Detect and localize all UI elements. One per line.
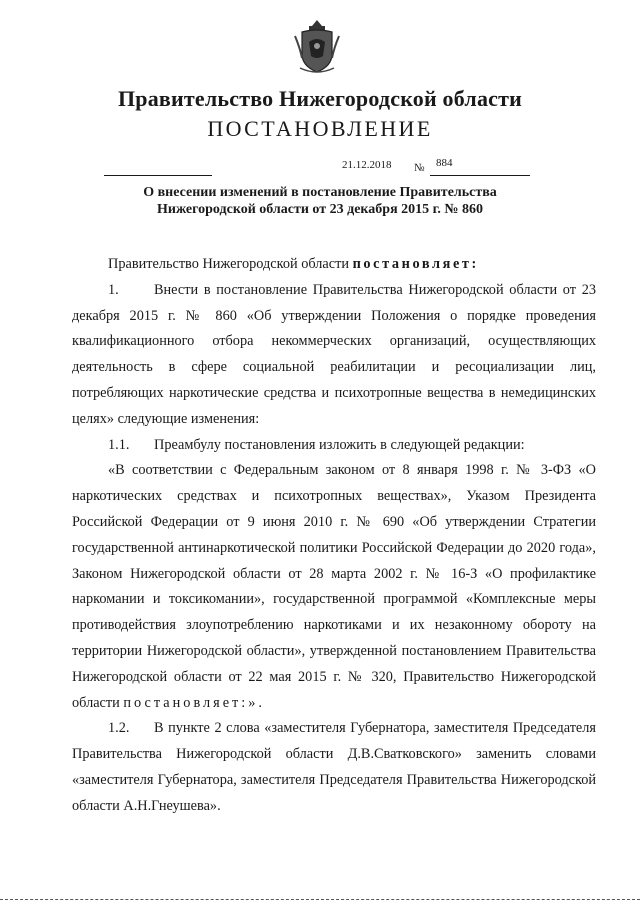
- item-1-2-number: 1.2.: [108, 720, 130, 737]
- government-title: Правительство Нижегородской области: [117, 86, 522, 111]
- document-type: ПОСТАНОВЛЕНИЕ: [207, 116, 433, 141]
- document-body: [72, 252, 596, 820]
- date-underline-left: [104, 175, 212, 176]
- intro-decree: постановляет:: [352, 256, 479, 272]
- heading-line-1: О внесении изменений в постановление Правительства: [143, 185, 497, 200]
- quote-text: «В соответствии с Федеральным законом от 8 января 1998 г. № 3-ФЗ «О наркотических средствах и психотропных веществах», Указом Президента Российской Федерации от 9 июня 2010 г. № 690 «Об утверждении Стратегии государственной антинаркотической политики Российской Федерации до 2020 года», Законом Нижегородской области от 28 марта 2002 г. № 16-З «О профилактике наркомании и токсикомании», государственной программой «Комплексные меры противодействия злоупотреблению наркотиками и их незаконному обороту на территории Нижегородской области», утвержденной постановлением Правительства Нижегородской области от 22 мая 2015 г. № 320, Правительство Нижегородской области: [72, 462, 596, 711]
- item-1-2-paragraph: [72, 716, 596, 819]
- page-bottom-edge: [0, 899, 640, 900]
- number-sign: №: [414, 162, 425, 174]
- document-date: 21.12.2018: [342, 159, 392, 171]
- intro-paragraph: [72, 252, 596, 278]
- quote-decree: постановляет:».: [123, 694, 266, 711]
- document-number: 884: [436, 157, 453, 169]
- quote-paragraph: [72, 458, 596, 716]
- number-underline: [430, 175, 530, 176]
- heading-line-2: Нижегородской области от 23 декабря 2015 г. № 860: [157, 202, 483, 217]
- item-1-text: Внести в постановление Правительства Нижегородской области от 23 декабря 2015 г. № 860 «Об утверждении Положения о порядке проведения квалификационного отбора некоммерческих организаций, осуществляющих деятельность в сфере социальной реабилитации и ресоциализации лиц, потребляющих наркотические средства и психотропные вещества в немедицинских целях» следующие изменения:: [72, 281, 596, 427]
- item-1-1-text: Преамбулу постановления изложить в следующей редакции:: [154, 436, 525, 453]
- item-1-number: 1.: [108, 281, 119, 298]
- intro-text: Правительство Нижегородской области: [108, 256, 349, 272]
- item-1-1-paragraph: [72, 433, 596, 459]
- item-1-1-number: 1.1.: [108, 436, 130, 453]
- item-1-2-text: В пункте 2 слова «заместителя Губернатора, заместителя Председателя Правительства Нижегородской области Д.В.Сватковского» заменить словами «заместителя Губернатора, заместителя Председателя Правительства Нижегородской области А.Н.Гнеушева».: [72, 720, 596, 814]
- coat-of-arms-icon: [292, 18, 342, 76]
- item-1-paragraph: [72, 278, 596, 433]
- document-heading: [80, 184, 560, 218]
